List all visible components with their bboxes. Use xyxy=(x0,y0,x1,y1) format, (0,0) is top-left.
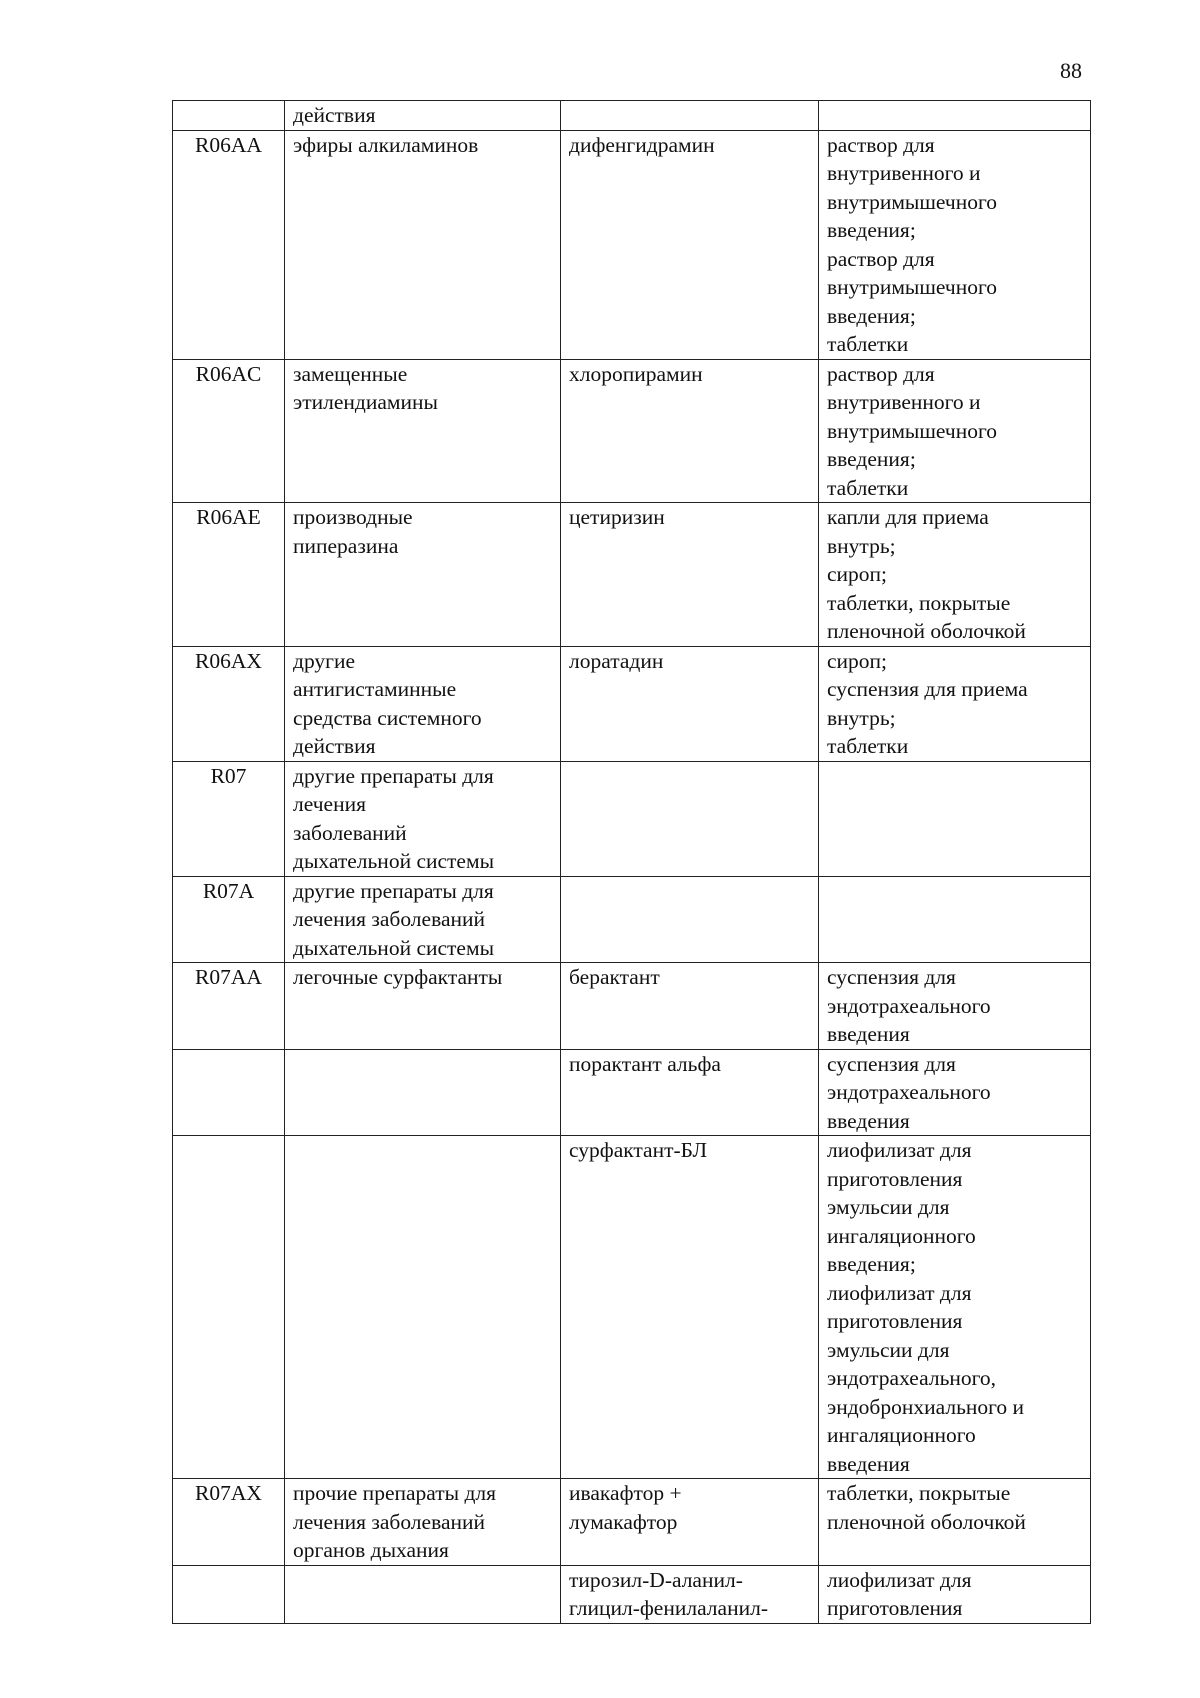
group-cell xyxy=(285,1136,561,1479)
table-row xyxy=(173,1479,1091,1566)
group-cell: прочие препараты для лечения заболеваний органов дыхания xyxy=(285,1479,561,1566)
table-row xyxy=(173,503,1091,647)
drug-cell xyxy=(561,101,819,131)
dosage-form-cell: лиофилизат для приготовления эмульсии для ингаляционного введения; лиофилизат для приготовления эмульсии для эндотрахеального, эндобронхиального и ингаляционного введения xyxy=(819,1136,1091,1479)
table-row xyxy=(173,963,1091,1050)
dosage-form-cell xyxy=(819,876,1091,963)
atc-code-cell: R06AX xyxy=(173,646,285,761)
table-row xyxy=(173,130,1091,359)
atc-code-cell: R07AA xyxy=(173,963,285,1050)
table-row xyxy=(173,359,1091,503)
group-cell xyxy=(285,1049,561,1136)
table-row xyxy=(173,101,1091,131)
atc-code-cell: R06AC xyxy=(173,359,285,503)
drug-cell: тирозил-D-аланил- глицил-фенилаланил- xyxy=(561,1565,819,1623)
atc-code-cell: R06AE xyxy=(173,503,285,647)
drug-cell: дифенгидрамин xyxy=(561,130,819,359)
page-number: 88 xyxy=(1060,58,1082,83)
dosage-form-cell: раствор для внутривенного и внутримышечного введения; таблетки xyxy=(819,359,1091,503)
drug-cell xyxy=(561,761,819,876)
table-row xyxy=(173,876,1091,963)
atc-code-cell: R07AX xyxy=(173,1479,285,1566)
atc-code-cell xyxy=(173,1049,285,1136)
table-row xyxy=(173,646,1091,761)
group-cell: другие препараты для лечения заболеваний дыхательной системы xyxy=(285,876,561,963)
group-cell: действия xyxy=(285,101,561,131)
drug-cell: порактант альфа xyxy=(561,1049,819,1136)
group-cell xyxy=(285,1565,561,1623)
drug-cell: лоратадин xyxy=(561,646,819,761)
table-row xyxy=(173,761,1091,876)
group-cell: эфиры алкиламинов xyxy=(285,130,561,359)
dosage-form-cell xyxy=(819,761,1091,876)
drug-cell: сурфактант-БЛ xyxy=(561,1136,819,1479)
drug-cell: цетиризин xyxy=(561,503,819,647)
group-cell: другие антигистаминные средства системного действия xyxy=(285,646,561,761)
group-cell: другие препараты для лечения заболеваний дыхательной системы xyxy=(285,761,561,876)
table-row xyxy=(173,1565,1091,1623)
dosage-form-cell: суспензия для эндотрахеального введения xyxy=(819,963,1091,1050)
group-cell: производные пиперазина xyxy=(285,503,561,647)
atc-code-cell xyxy=(173,101,285,131)
atc-code-cell: R07A xyxy=(173,876,285,963)
drug-cell: ивакафтор + лумакафтор xyxy=(561,1479,819,1566)
group-cell: легочные сурфактанты xyxy=(285,963,561,1050)
atc-code-cell: R06AA xyxy=(173,130,285,359)
table-row xyxy=(173,1049,1091,1136)
dosage-form-cell: суспензия для эндотрахеального введения xyxy=(819,1049,1091,1136)
atc-code-cell xyxy=(173,1565,285,1623)
dosage-form-cell: капли для приема внутрь; сироп; таблетки, покрытые пленочной оболочкой xyxy=(819,503,1091,647)
atc-code-cell xyxy=(173,1136,285,1479)
drug-cell xyxy=(561,876,819,963)
atc-code-cell: R07 xyxy=(173,761,285,876)
dosage-form-cell: таблетки, покрытые пленочной оболочкой xyxy=(819,1479,1091,1566)
dosage-form-cell: лиофилизат для приготовления xyxy=(819,1565,1091,1623)
dosage-form-cell: сироп; суспензия для приема внутрь; таблетки xyxy=(819,646,1091,761)
table-row xyxy=(173,1136,1091,1479)
drug-cell: берактант xyxy=(561,963,819,1050)
drug-cell: хлоропирамин xyxy=(561,359,819,503)
dosage-form-cell xyxy=(819,101,1091,131)
dosage-form-cell: раствор для внутривенного и внутримышечного введения; раствор для внутримышечного введения; таблетки xyxy=(819,130,1091,359)
drug-classification-table xyxy=(172,100,1091,1624)
group-cell: замещенные этилендиамины xyxy=(285,359,561,503)
